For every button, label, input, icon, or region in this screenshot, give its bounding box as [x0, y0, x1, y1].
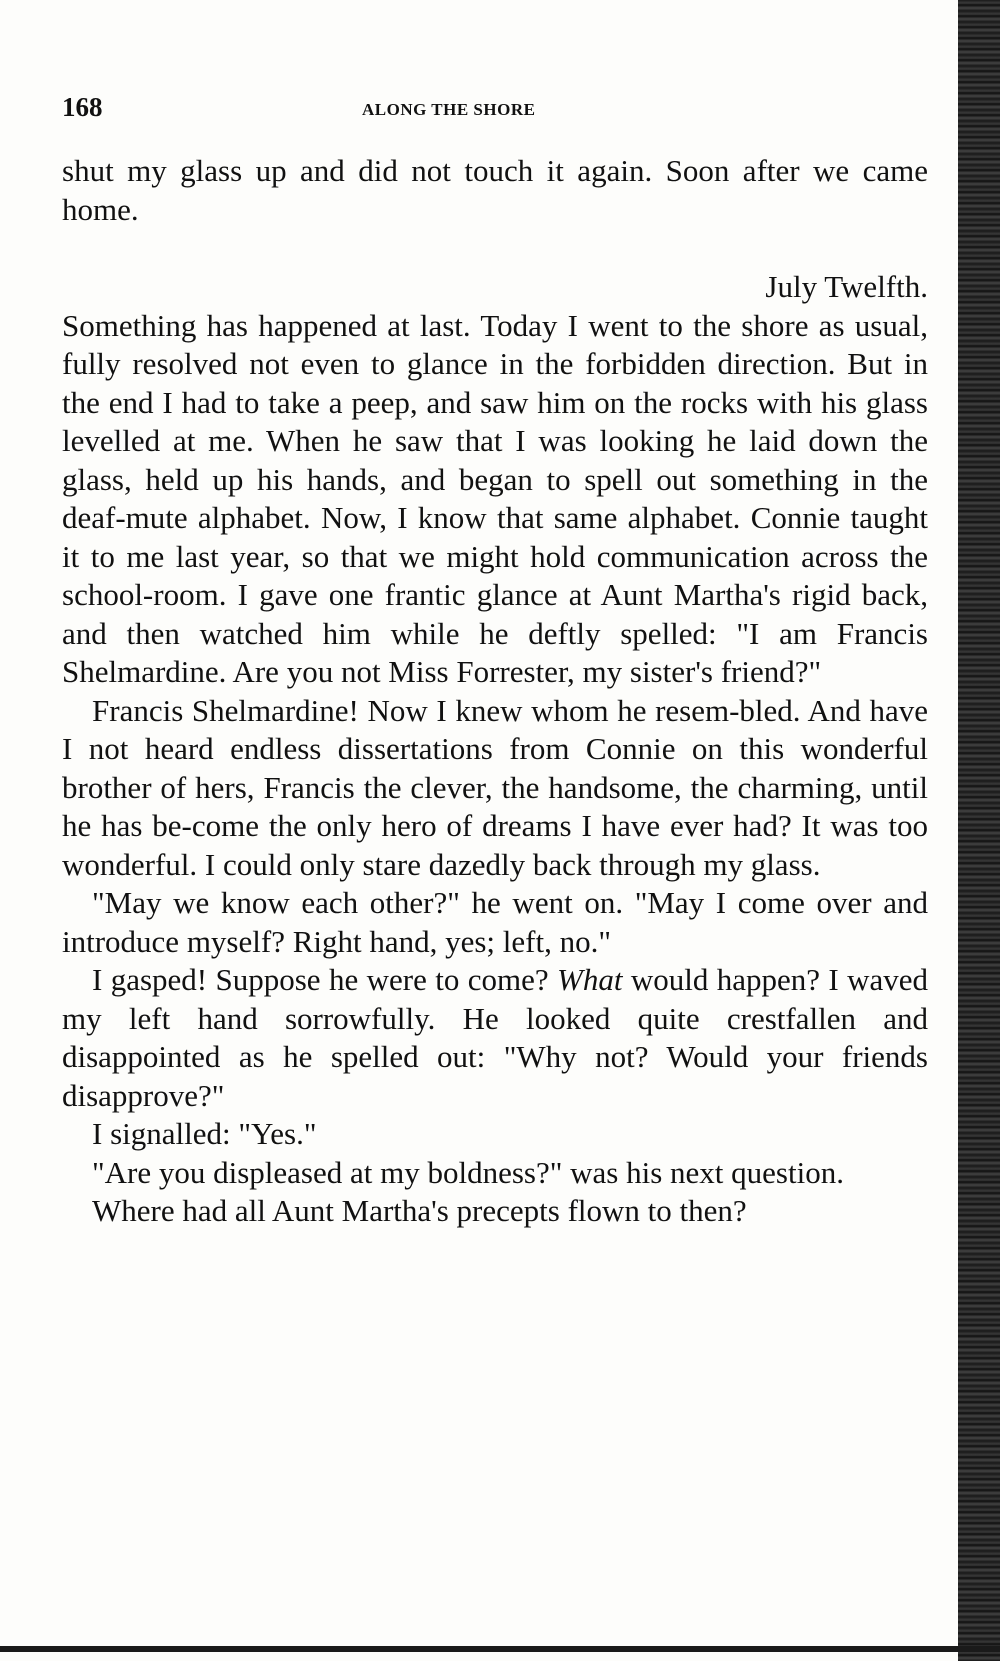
running-head: ALONG THE SHORE — [362, 100, 536, 119]
paragraph: Where had all Aunt Martha's precepts flown to then? — [92, 1193, 747, 1228]
paragraph: Francis Shelmardine! Now I knew whom he resem-bled. And have I not heard endless dissertations from Connie on this wonderful brother of hers, Francis the clever, the handsome, the charming, until he has be-come the only hero of dreams I have ever had? It was too wonderful. I could only stare dazedly back through my glass. — [62, 692, 928, 882]
paragraph-continued: shut my glass up and did not touch it again. Soon after we came home. — [62, 153, 928, 227]
paragraph: "May we know each other?" he went on. "May I come over and introduce myself? Right hand, yes; left, no." — [62, 885, 928, 959]
paragraph: Something has happened at last. Today I went to the shore as usual, fully resolved not even to glance in the forbidden direction. But in the end I had to take a peep, and saw him on the rocks with his glass levelled at me. When he saw that I was looking he laid down the glass, held up his hands, and began to spell out something in the deaf-mute alphabet. Now, I know that same alphabet. Connie taught it to me last year, so that we might hold communication across the school-room. I gave one frantic glance at Aunt Martha's rigid back, and then watched him while he deftly spelled: "I am Francis Shelmardine. Are you not Miss Forrester, my sister's friend?" — [62, 307, 928, 689]
emphasis-text: What — [557, 962, 623, 997]
page-header — [62, 92, 922, 132]
paragraph-text: would happen? I waved my left hand sorrowfully. He looked quite crestfallen and disappointed as he spelled out: "Why not? Would your friends disapprove?" — [62, 962, 928, 1113]
paragraph: "Are you displeased at my boldness?" was his next question. — [92, 1154, 844, 1190]
page-number: 168 — [62, 92, 103, 122]
paragraph — [62, 961, 928, 1115]
paragraph: I signalled: "Yes." — [92, 1116, 317, 1151]
body-text — [62, 152, 928, 1231]
page-bottom-edge — [0, 1646, 1000, 1652]
paragraph-text: I gasped! Suppose he were to come? — [92, 962, 557, 997]
page-edge — [958, 0, 1000, 1661]
journal-date: July Twelfth. — [765, 269, 928, 304]
